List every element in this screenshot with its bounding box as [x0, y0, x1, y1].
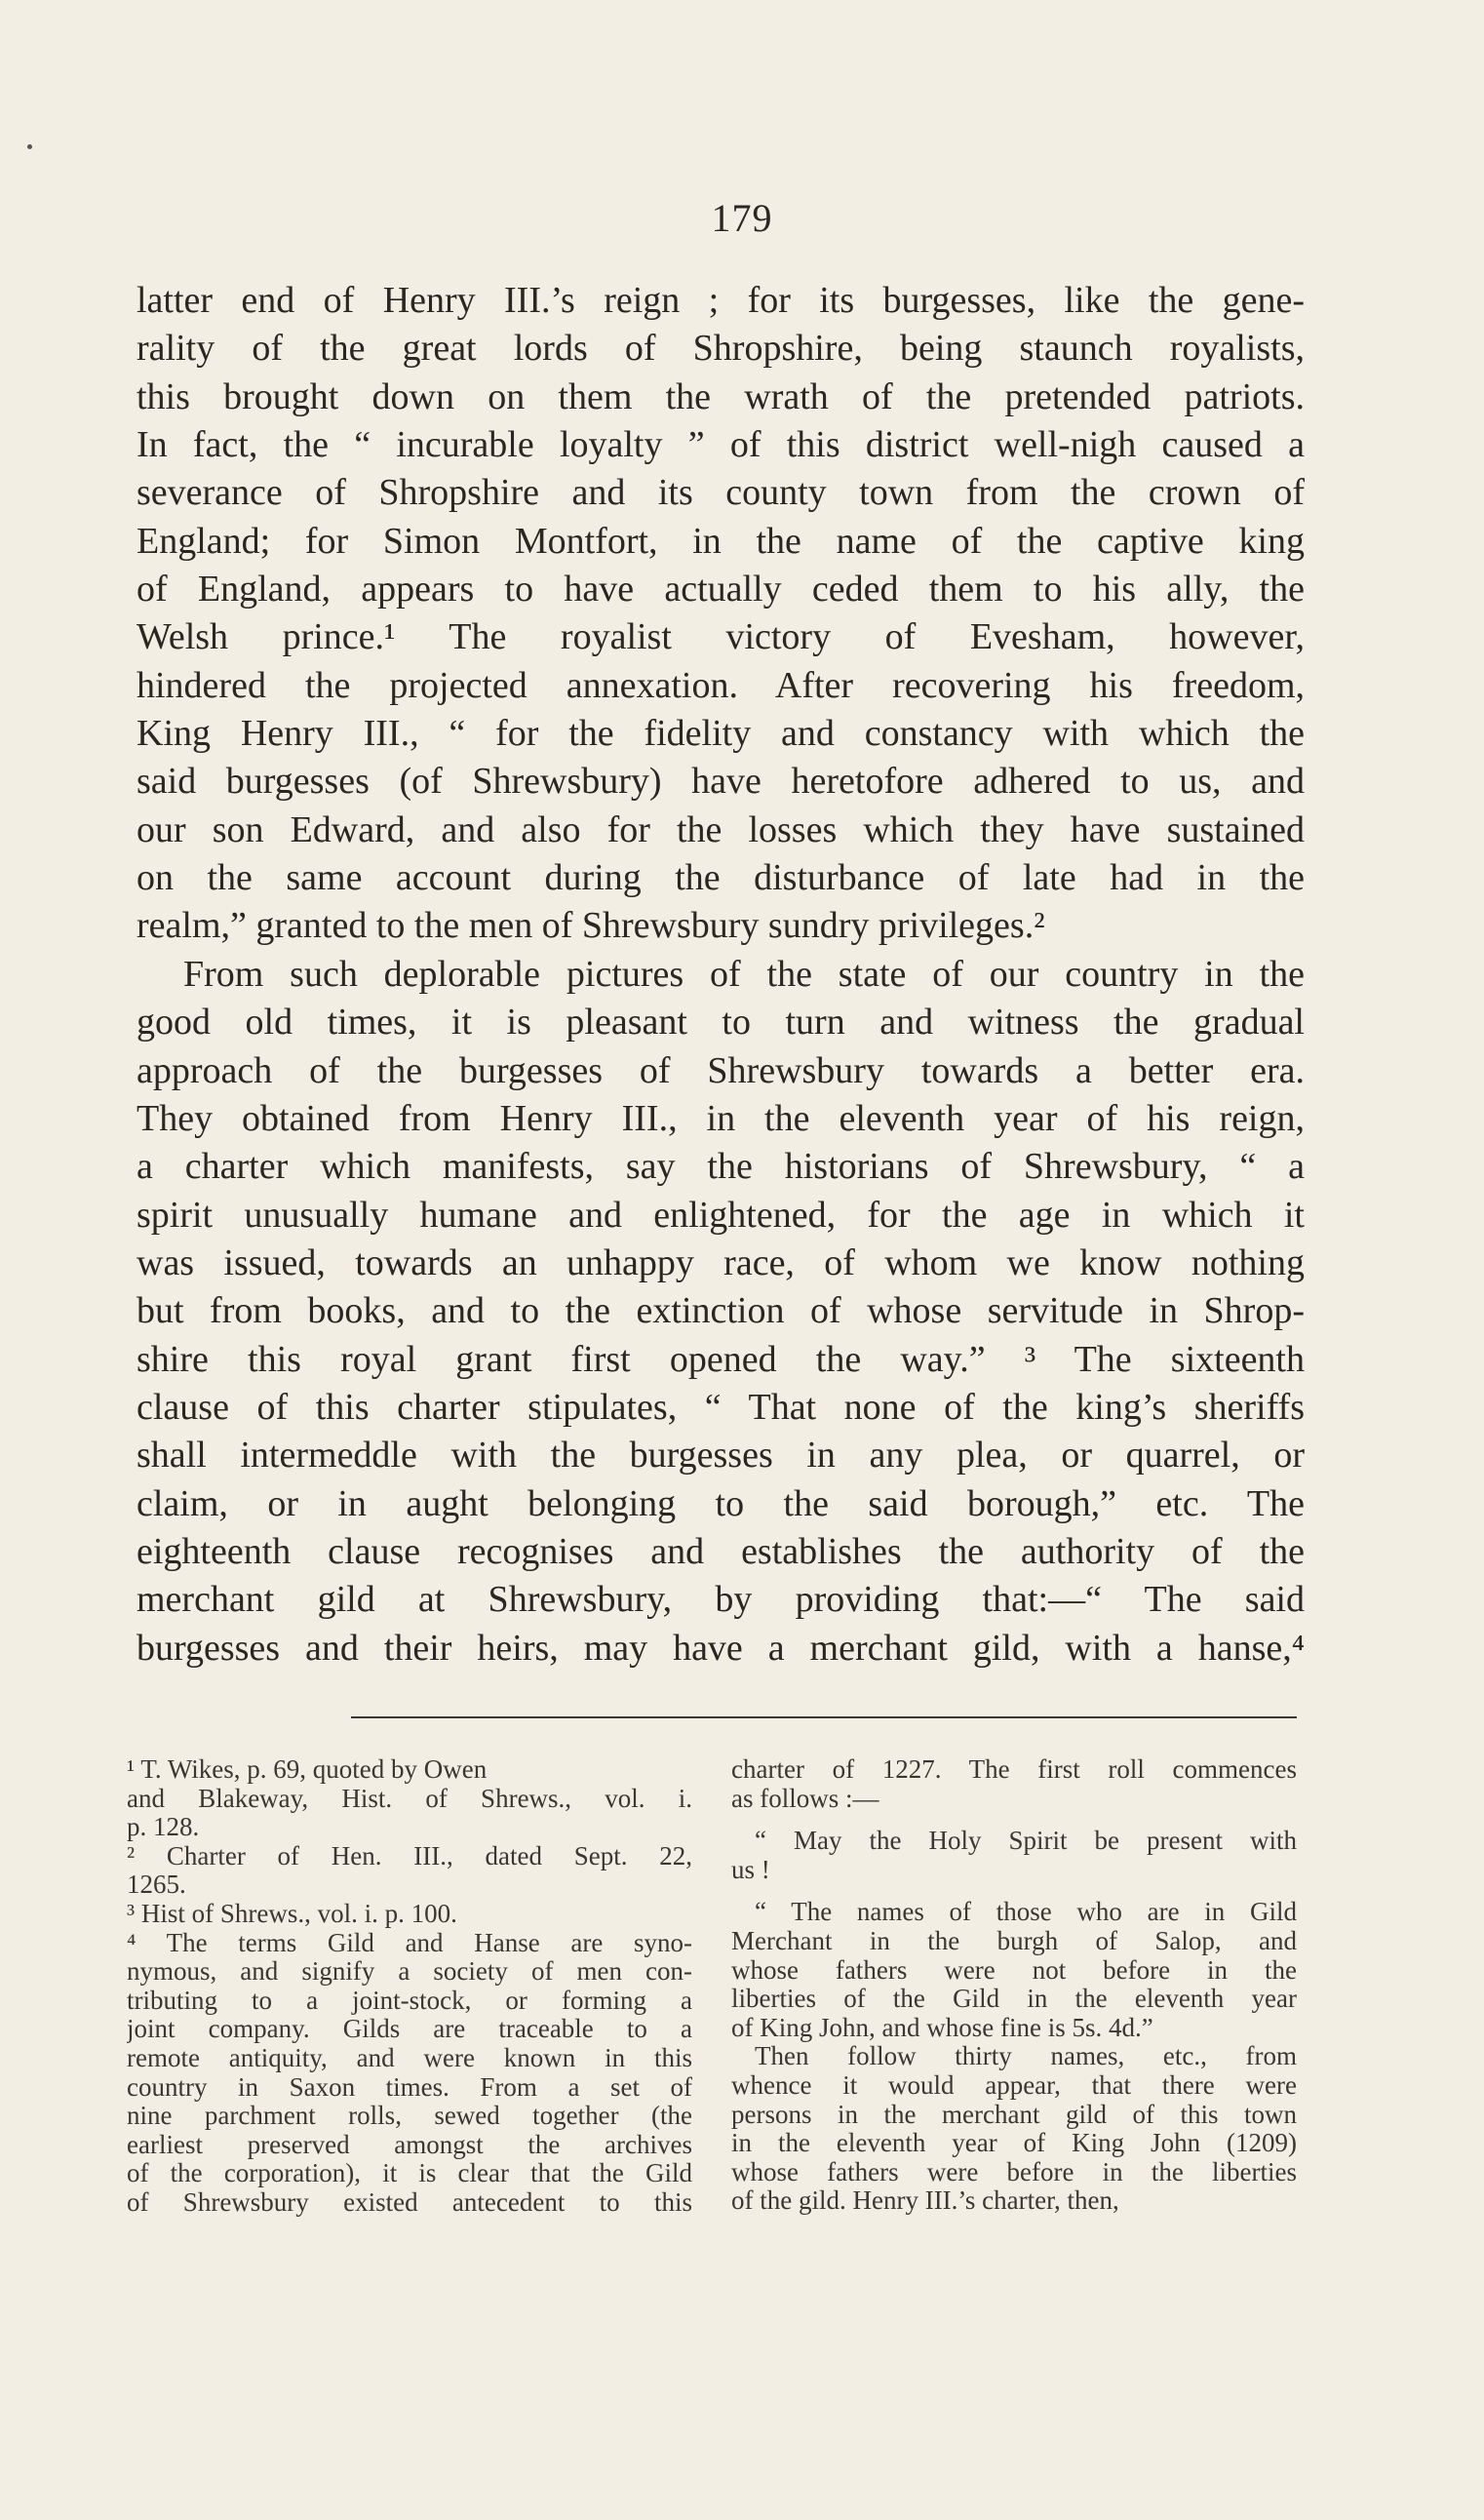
footnote-line: whose fathers were before in the liberties [731, 2157, 1297, 2186]
body-line: clause of this charter stipulates, “ That none of the king’s sheriffs [137, 1386, 1305, 1428]
body-line: rality of the great lords of Shropshire, being staunch royalists, [137, 328, 1305, 370]
footnote-line: Merchant in the burgh of Salop, and [731, 1926, 1297, 1955]
footnote-line: ² Charter of Hen. III., dated Sept. 22, [127, 1841, 692, 1870]
body-line: latter end of Henry III.’s reign ; for its burgesses, like the gene- [137, 280, 1305, 321]
footnote-line: country in Saxon times. From a set of [127, 2072, 692, 2102]
footnote-line: Then follow thirty names, etc., from [755, 2042, 1297, 2071]
footnote-line: in the eleventh year of King John (1209) [731, 2129, 1297, 2158]
footnotes-left-column [127, 1755, 692, 2218]
body-line: claim, or in aught belonging to the said borough,” etc. The [137, 1482, 1305, 1524]
footnote-line: as follows :— [731, 1784, 879, 1813]
footnote-line: us ! [731, 1855, 770, 1884]
footnote-line: persons in the merchant gild of this town [731, 2100, 1297, 2129]
body-line: this brought down on them the wrath of the pretended patriots. [137, 375, 1305, 417]
body-line: They obtained from Henry III., in the eleventh year of his reign, [137, 1097, 1305, 1139]
footnote-line: nymous, and signify a society of men con- [127, 1957, 692, 1987]
footnote-line: and Blakeway, Hist. of Shrews., vol. i. [127, 1784, 692, 1813]
footnote-line: tributing to a joint-stock, or forming a [127, 1986, 692, 2015]
body-line: was issued, towards an unhappy race, of whom we know nothing [137, 1241, 1305, 1283]
footnote-line: of the corporation), it is clear that the Gild [127, 2159, 692, 2188]
footnote-line: remote antiquity, and were known in this [127, 2043, 692, 2072]
footnote-line: 1265. [127, 1870, 186, 1900]
body-line: Welsh prince.¹ The royalist victory of Evesham, however, [137, 616, 1305, 658]
body-line: burgesses and their heirs, may have a merchant gild, with a hanse,⁴ [137, 1627, 1305, 1669]
footnote-line: p. 128. [127, 1813, 200, 1842]
footnote-line: earliest preserved amongst the archives [127, 2130, 692, 2159]
body-line: of England, appears to have actually ceded them to his ally, the [137, 569, 1305, 610]
footnote-line: ¹ T. Wikes, p. 69, quoted by Owen [127, 1755, 488, 1784]
footnote-line: whose fathers were not before in the [731, 1955, 1297, 1985]
footnote-line: joint company. Gilds are traceable to a [127, 2015, 692, 2044]
footnotes-right-column [731, 1755, 1297, 2216]
body-line: King Henry III., “ for the fidelity and constancy with which the [137, 713, 1305, 755]
body-line: said burgesses (of Shrewsbury) have heretofore adhered to us, and [137, 761, 1305, 803]
margin-speck [27, 144, 32, 149]
footnote-line: whence it would appear, that there were [731, 2070, 1297, 2100]
footnote-line: “ May the Holy Spirit be present with [755, 1827, 1297, 1856]
body-line: hindered the projected annexation. After recovering his freedom, [137, 664, 1305, 706]
body-line: realm,” granted to the men of Shrewsbury sundry privileges.² [137, 905, 1045, 947]
body-line: a charter which manifests, say the historians of Shrewsbury, “ a [137, 1146, 1305, 1188]
body-line: approach of the burgesses of Shrewsbury towards a better era. [137, 1049, 1305, 1091]
footnote-line: of the gild. Henry III.’s charter, then, [731, 2186, 1119, 2216]
footnote-line: ⁴ The terms Gild and Hanse are syno- [127, 1928, 692, 1957]
body-line: on the same account during the disturbance of late had in the [137, 857, 1305, 899]
body-line: good old times, it is pleasant to turn and witness the gradual [137, 1002, 1305, 1043]
body-line: In fact, the “ incurable loyalty ” of this district well-nigh caused a [137, 424, 1305, 466]
footnote-rule [351, 1716, 1297, 1718]
footnote-line: of Shrewsbury existed antecedent to this [127, 2187, 692, 2217]
footnote-line: ³ Hist of Shrews., vol. i. p. 100. [127, 1899, 457, 1928]
body-line: merchant gild at Shrewsbury, by providing that:—“ The said [137, 1579, 1305, 1621]
footnote-line: nine parchment rolls, sewed together (the [127, 2102, 692, 2131]
footnote-line: charter of 1227. The first roll commences [731, 1755, 1297, 1784]
footnote-line: liberties of the Gild in the eleventh year [731, 1985, 1297, 2014]
body-line: England; for Simon Montfort, in the name of the captive king [137, 520, 1305, 562]
footnote-line: of King John, and whose fine is 5s. 4d.” [731, 2013, 1153, 2042]
body-line: From such deplorable pictures of the state of our country in the [183, 953, 1305, 995]
body-line: shall intermeddle with the burgesses in any plea, or quarrel, or [137, 1435, 1305, 1477]
page-number: 179 [711, 196, 773, 240]
body-line: spirit unusually humane and enlightened, for the age in which it [137, 1194, 1305, 1236]
body-line: eighteenth clause recognises and establishes the authority of the [137, 1530, 1305, 1572]
footnote-line: “ The names of those who are in Gild [755, 1898, 1297, 1927]
body-line: our son Edward, and also for the losses which they have sustained [137, 808, 1305, 850]
body-line: but from books, and to the extinction of whose servitude in Shrop- [137, 1290, 1305, 1332]
body-text [137, 277, 1305, 1673]
body-line: shire this royal grant first opened the way.” ³ The sixteenth [137, 1338, 1305, 1380]
body-line: severance of Shropshire and its county town from the crown of [137, 472, 1305, 514]
